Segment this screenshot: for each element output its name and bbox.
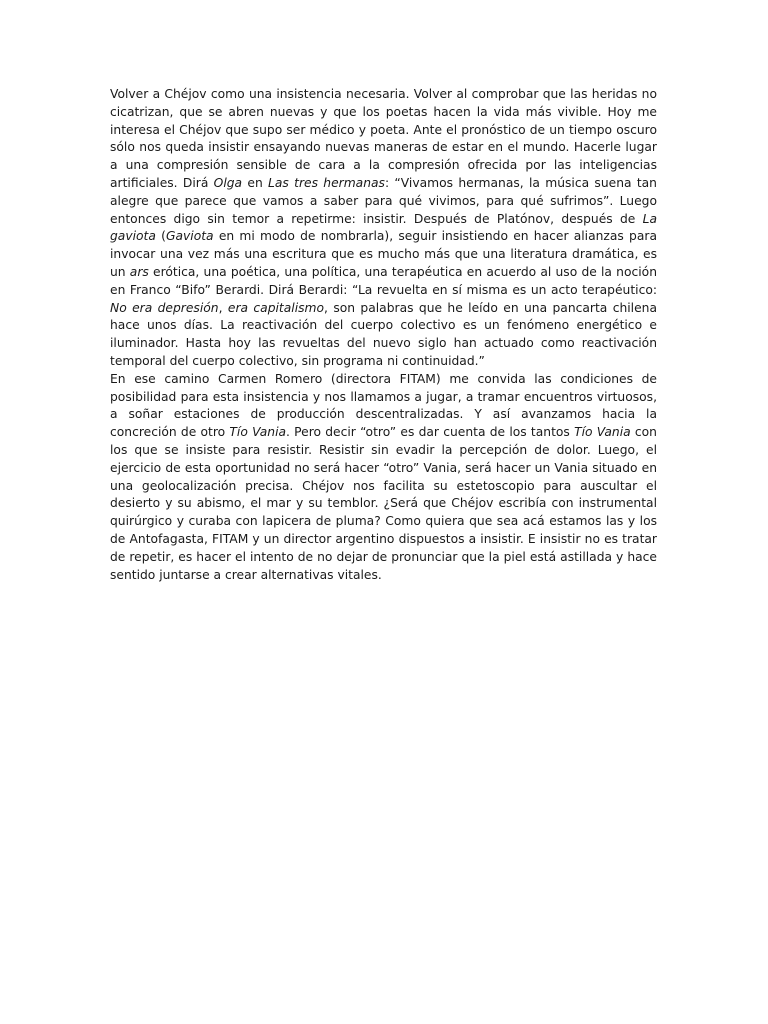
text-run: Volver a Chéjov como una insistencia necesaria. Volver al comprobar que las heridas no cicatrizan, que se abren nuevas y que los poetas hacen la vida más vivible. Hoy me interesa el Chéjov que supo ser médico y poeta. Ante el pronóstico de un tiempo oscuro sólo nos queda insistir ensayando nuevas maneras de estar en el mundo. Hacerle lugar a una compresión sensible de cara a la compresión ofrecida por las inteligencias artificiales. Dirá: [110, 87, 657, 190]
italic-text-run: era capitalismo: [227, 300, 325, 315]
italic-text-run: Olga: [213, 175, 243, 190]
text-run: con los que se insiste para resistir. Resistir sin evadir la percepción de dolor. Luego, el ejercicio de esta oportunidad no será hacer “otro” Vania, será hacer un Vania situado en una geolocalización precisa. Chéjov nos facilita su estetoscopio para auscultar el desierto y su abismo, el mar y su temblor. ¿Será que Chéjov escribía con instrumental quirúrgico y curaba con lapicera de pluma? Como quiera que sea acá estamos las y los de Antofagasta, FITAM y un director argentino dispuestos a insistir. E insistir no es tratar de repetir, es hacer el intento de no dejar de pronunciar que la piel está astillada y hace sentido juntarse a crear alternativas vitales.: [110, 425, 657, 582]
paragraph-2: [110, 371, 657, 585]
text-run: . Pero decir “otro” es dar cuenta de los tantos: [286, 425, 575, 440]
text-run: erótica, una poética, una política, una terapéutica en acuerdo al uso de la noción en Franco “Bifo” Berardi. Dirá Berardi: “La revuelta en sí misma es un acto terapéutico:: [110, 264, 657, 297]
italic-text-run: Gaviota: [165, 229, 214, 244]
text-run: (: [155, 229, 166, 244]
text-run: En ese camino Carmen Romero (directora FITAM) me convida las condiciones de posibilidad para esta insistencia y nos llamamos a jugar, a tramar encuentros virtuosos, a soñar estaciones de producción descentralizadas. Y así avanzamos hacia la concreción de otro: [110, 371, 657, 440]
italic-text-run: Tío Vania: [229, 425, 287, 440]
text-run: ,: [218, 300, 228, 315]
italic-text-run: No era depresión: [110, 300, 219, 315]
italic-text-run: La gaviota: [110, 211, 657, 244]
document-body: [110, 86, 657, 584]
italic-text-run: ars: [129, 264, 149, 279]
text-run: en mi modo de nombrarla), seguir insistiendo en hacer alianzas para invocar una vez más una escritura que es mucho más que una literatura dramática, es un: [110, 229, 657, 279]
text-run: , son palabras que he leído en una pancarta chilena hace unos días. La reactivación del cuerpo colectivo es un fenómeno energético e iluminador. Hasta hoy las revueltas del nuevo siglo han actuado como reactivación temporal del cuerpo colectivo, sin programa ni continuidad.”: [110, 300, 657, 368]
italic-text-run: Tío Vania: [574, 425, 631, 440]
italic-text-run: Las tres hermanas: [268, 175, 385, 190]
text-run: en: [242, 175, 269, 190]
text-run: : “Vivamos hermanas, la música suena tan alegre que parece que vamos a saber para qué vivimos, para qué sufrimos”. Luego entonces digo sin temor a repetirme: insistir. Después de Platónov, después de: [110, 175, 657, 226]
paragraph-1: [110, 86, 657, 371]
